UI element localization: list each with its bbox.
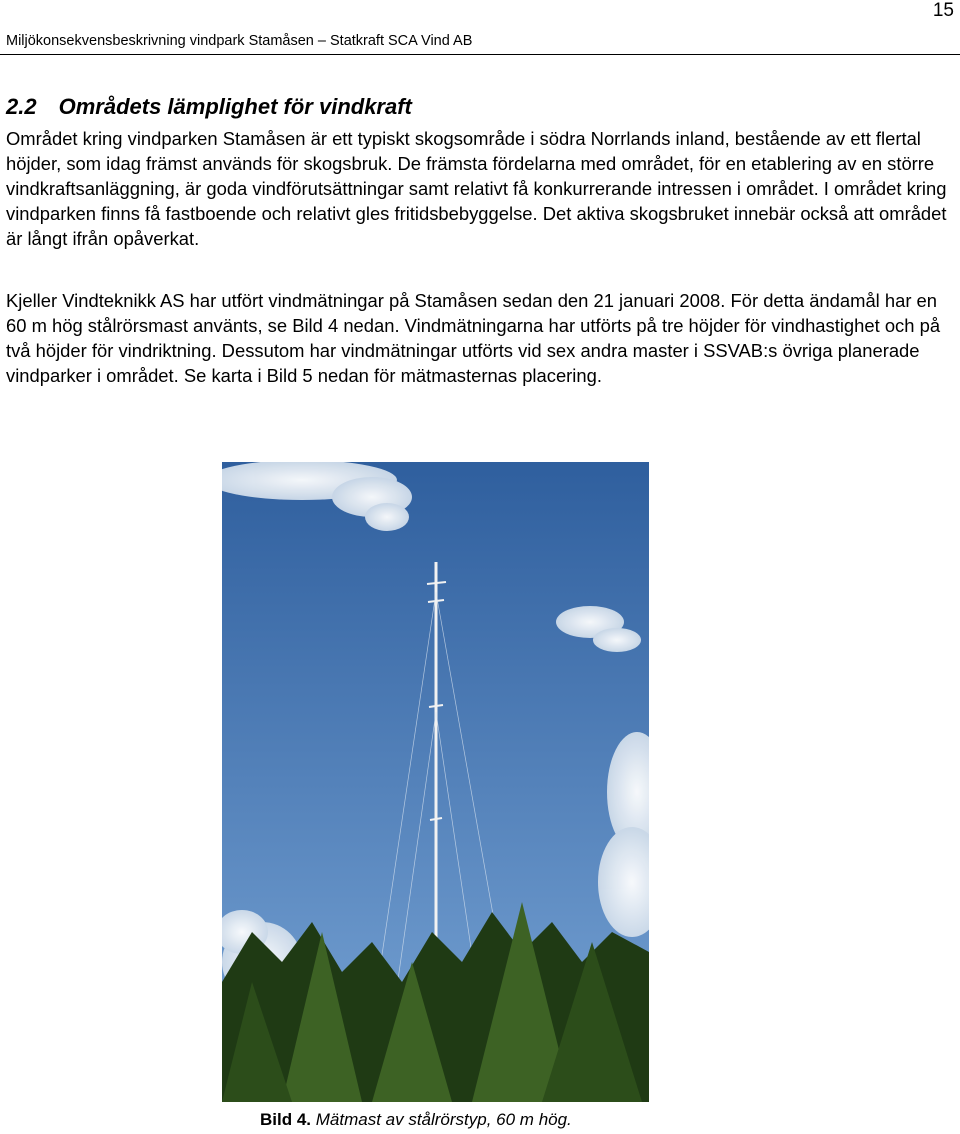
running-header: Miljökonsekvensbeskrivning vindpark Stamåsen – Statkraft SCA Vind AB: [6, 33, 473, 49]
figure-caption-text: Mätmast av stålrörstyp, 60 m hög.: [311, 1110, 572, 1129]
figure-caption-label: Bild 4.: [260, 1110, 312, 1129]
paragraph-wind-measurements: Kjeller Vindteknikk AS har utfört vindmätningar på Stamåsen sedan den 21 januari 2008. För detta ändamål har en 60 m hög stålrörsmast använts, se Bild 4 nedan. Vindmätningarna har utförts på tre höjder för vindhastighet och på två höjder för vindriktning. Dessutom har vindmätningar utförts vid sex andra master i SSVAB:s övriga planerade vindparker i området. Se karta i Bild 5 nedan för mätmasternas placering.: [6, 290, 941, 386]
section-title: Områdets lämplighet för vindkraft: [58, 94, 412, 119]
paragraph-site-suitability: Området kring vindparken Stamåsen är ett typiskt skogsområde i södra Norrlands inland, bestående av ett flertal höjder, som idag främst används för skogsbruk. De främsta fördelarna med området, för en etablering av en större vindkraftsanläggning, är goda vindförutsättningar samt relativt få konkurrerande intressen i området. I området kring vindparken finns få fastboende och relativt gles fritidsbebyggelse. Det aktiva skogsbruket innebär också att området är långt ifrån opåverkat.: [6, 128, 947, 249]
page-number: 15: [932, 0, 954, 21]
section-number: 2.2: [6, 94, 37, 119]
measurement-mast-photo: [222, 462, 649, 1102]
figure-caption: [260, 1110, 572, 1130]
section-heading: [6, 94, 412, 120]
header-rule: [0, 54, 960, 55]
